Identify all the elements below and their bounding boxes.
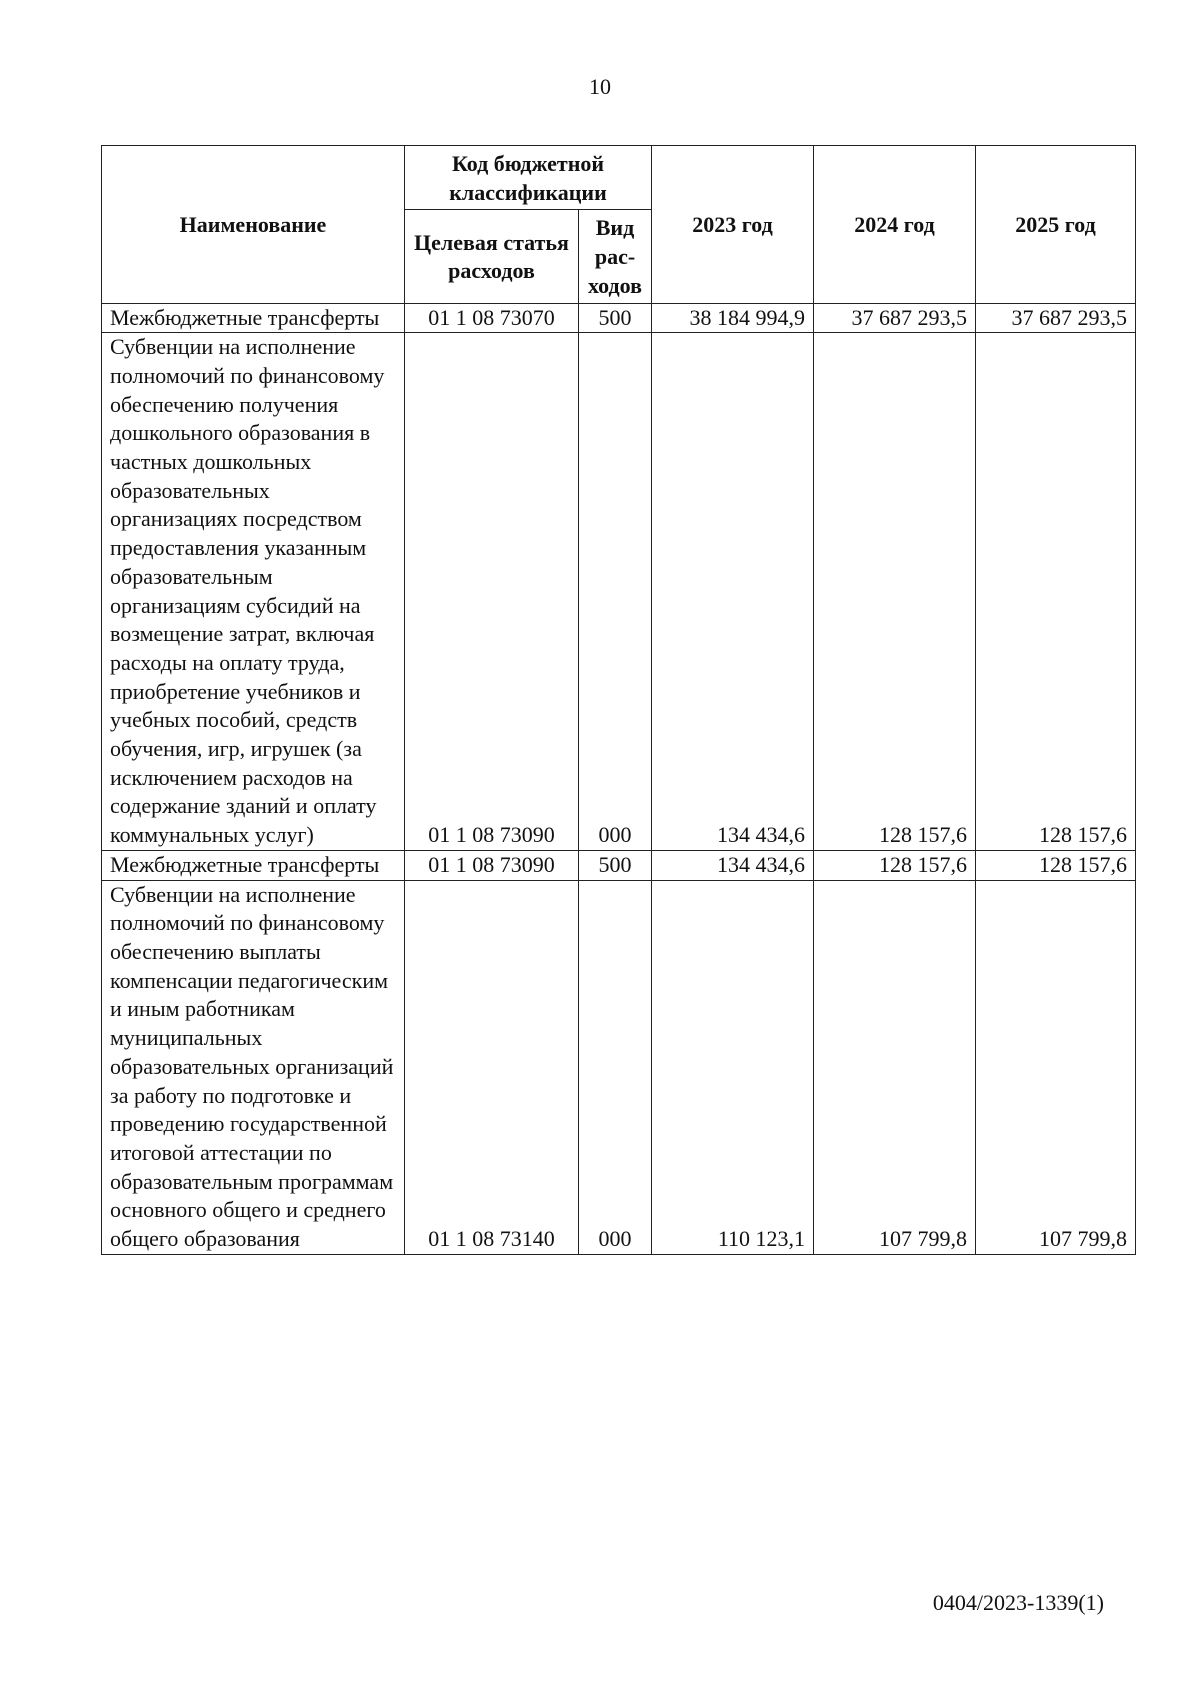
row-2025: 128 157,6	[976, 333, 1136, 851]
header-2024: 2024 год	[814, 146, 976, 304]
row-2024: 107 799,8	[814, 880, 976, 1254]
header-budget-code: Код бюджетной классификации	[405, 146, 652, 210]
header-2023: 2023 год	[652, 146, 814, 304]
row-2024: 128 157,6	[814, 333, 976, 851]
row-2025: 128 157,6	[976, 850, 1136, 880]
document-number: 0404/2023-1339(1)	[932, 1590, 1104, 1615]
row-2023: 134 434,6	[652, 850, 814, 880]
row-expense-type: 500	[579, 303, 652, 333]
row-name: Субвенции на исполнение полномочий по финансовому обеспечению выплаты компенсации педагогическим и иным работникам муниципальных образовательных организаций за работу по подготовке и проведению государственной итоговой аттестации по образовательным программам основного общего и среднего общего образования	[102, 880, 405, 1254]
page-number: 10	[589, 74, 611, 99]
budget-table	[101, 145, 1136, 1255]
header-target-article: Целевая статья расходов	[405, 210, 579, 303]
row-2025: 37 687 293,5	[976, 303, 1136, 333]
table-header	[102, 146, 1136, 304]
row-2024: 37 687 293,5	[814, 303, 976, 333]
row-target-article: 01 1 08 73070	[405, 303, 579, 333]
row-expense-type: 000	[579, 880, 652, 1254]
table-row	[102, 880, 1136, 1254]
table-row	[102, 850, 1136, 880]
row-2024: 128 157,6	[814, 850, 976, 880]
row-target-article: 01 1 08 73090	[405, 333, 579, 851]
row-target-article: 01 1 08 73140	[405, 880, 579, 1254]
row-name: Межбюджетные трансферты	[102, 850, 405, 880]
row-name: Субвенции на исполнение полномочий по финансовому обеспечению получения дошкольного образования в частных дошкольных образовательных организациях посредством предоставления указанным образовательным организациям субсидий на возмещение затрат, включая расходы на оплату труда, приобретение учебников и учебных пособий, средств обучения, игр, игрушек (за исключением расходов на содержание зданий и оплату коммунальных услуг)	[102, 333, 405, 851]
header-expense-type: Вид рас-ходов	[579, 210, 652, 303]
row-2025: 107 799,8	[976, 880, 1136, 1254]
row-name: Межбюджетные трансферты	[102, 303, 405, 333]
row-2023: 38 184 994,9	[652, 303, 814, 333]
header-name: Наименование	[102, 146, 405, 304]
table-row	[102, 303, 1136, 333]
row-expense-type: 500	[579, 850, 652, 880]
header-2025: 2025 год	[976, 146, 1136, 304]
row-target-article: 01 1 08 73090	[405, 850, 579, 880]
row-2023: 110 123,1	[652, 880, 814, 1254]
row-2023: 134 434,6	[652, 333, 814, 851]
table-row	[102, 333, 1136, 851]
row-expense-type: 000	[579, 333, 652, 851]
